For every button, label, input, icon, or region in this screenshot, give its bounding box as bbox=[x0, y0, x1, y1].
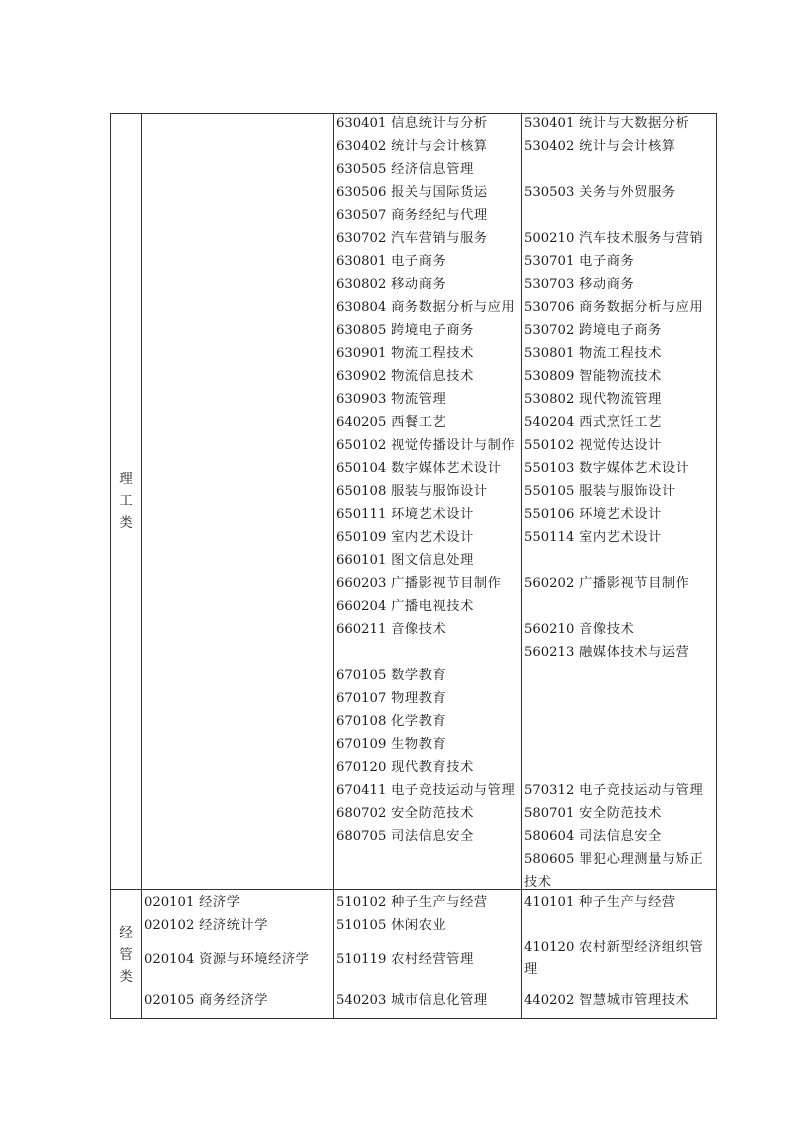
major-name: 安全防范技术 bbox=[579, 806, 662, 821]
econ-row-3-col3 bbox=[336, 948, 474, 971]
major-name: 城市信息化管理 bbox=[391, 993, 488, 1008]
category-char: 理 bbox=[119, 471, 133, 487]
major-name: 视觉传达设计 bbox=[579, 438, 662, 453]
category-label-engineering bbox=[111, 468, 141, 534]
major-name: 广播影视节目制作 bbox=[391, 576, 502, 591]
major-name: 电子竞技运动与管理 bbox=[391, 783, 516, 798]
major-name: 汽车技术服务与营销 bbox=[579, 231, 704, 246]
major-name: 数学教育 bbox=[391, 668, 447, 683]
major-code: 630805 bbox=[336, 323, 387, 338]
major-code: 630507 bbox=[336, 208, 387, 223]
major-entry bbox=[336, 457, 515, 480]
major-name: 现代教育技术 bbox=[391, 760, 474, 775]
major-entry bbox=[524, 618, 703, 641]
econ-row-4-col2 bbox=[144, 989, 268, 1012]
major-entry bbox=[524, 342, 703, 365]
table-left-border bbox=[110, 113, 111, 1019]
major-name: 资源与环境经济学 bbox=[199, 952, 310, 967]
major-name: 智能物流技术 bbox=[579, 369, 662, 384]
major-entry bbox=[524, 319, 703, 342]
major-name: 信息统计与分析 bbox=[391, 116, 488, 131]
major-name: 智慧城市管理技术 bbox=[579, 993, 690, 1008]
major-code: 540203 bbox=[336, 993, 387, 1008]
major-entry bbox=[524, 802, 703, 825]
major-code: 530801 bbox=[524, 346, 575, 361]
major-entry bbox=[336, 204, 515, 227]
category-char: 管 bbox=[119, 947, 133, 963]
major-name: 移动商务 bbox=[391, 277, 447, 292]
major-entry bbox=[524, 112, 703, 135]
major-name: 移动商务 bbox=[579, 277, 635, 292]
major-name: 化学教育 bbox=[391, 714, 447, 729]
major-code: 670105 bbox=[336, 668, 387, 683]
major-entry bbox=[336, 756, 515, 779]
major-name: 视觉传播设计与制作 bbox=[391, 438, 516, 453]
major-name: 关务与外贸服务 bbox=[579, 185, 676, 200]
major-code: 580605 bbox=[524, 852, 575, 867]
major-entry bbox=[336, 365, 515, 388]
category-char: 类 bbox=[119, 969, 133, 985]
major-entry bbox=[524, 733, 703, 756]
major-code: 560202 bbox=[524, 576, 575, 591]
column-divider-3 bbox=[521, 113, 522, 1019]
major-entry bbox=[524, 434, 703, 457]
major-code: 410101 bbox=[524, 895, 575, 910]
table-bottom-border bbox=[110, 1018, 717, 1019]
major-entry bbox=[524, 411, 703, 434]
major-entry bbox=[336, 687, 515, 710]
category-char: 类 bbox=[119, 515, 133, 531]
major-entry bbox=[524, 135, 703, 158]
major-code: 630506 bbox=[336, 185, 387, 200]
major-name: 广播影视节目制作 bbox=[579, 576, 690, 591]
major-code: 660101 bbox=[336, 553, 387, 568]
major-name: 融媒体技术与运营 bbox=[579, 645, 690, 660]
major-name: 广播电视技术 bbox=[391, 599, 474, 614]
major-entry bbox=[336, 434, 515, 457]
major-entry bbox=[524, 595, 703, 618]
major-name: 西餐工艺 bbox=[391, 415, 447, 430]
major-code: 020104 bbox=[144, 952, 195, 967]
major-entry bbox=[336, 733, 515, 756]
major-name: 统计与大数据分析 bbox=[579, 116, 690, 131]
major-name: 物流工程技术 bbox=[579, 346, 662, 361]
major-entry bbox=[336, 572, 515, 595]
major-code: 020105 bbox=[144, 993, 195, 1008]
major-code: 550103 bbox=[524, 461, 575, 476]
major-code: 650111 bbox=[336, 507, 387, 522]
major-name: 电子商务 bbox=[391, 254, 447, 269]
category-char: 经 bbox=[119, 925, 133, 941]
major-code: 630801 bbox=[336, 254, 387, 269]
major-name: 数字媒体艺术设计 bbox=[579, 461, 690, 476]
engineering-higher-vocational-majors bbox=[524, 112, 703, 894]
major-code: 580604 bbox=[524, 829, 575, 844]
major-code: 510105 bbox=[336, 918, 387, 933]
major-name: 司法信息安全 bbox=[579, 829, 662, 844]
major-entry bbox=[336, 319, 515, 342]
major-code: 540204 bbox=[524, 415, 575, 430]
econ-row-1-col4 bbox=[524, 891, 676, 914]
major-name: 数字媒体艺术设计 bbox=[391, 461, 502, 476]
major-name: 图文信息处理 bbox=[391, 553, 474, 568]
major-name: 生物教育 bbox=[391, 737, 447, 752]
major-name: 经济学 bbox=[199, 895, 241, 910]
major-code: 550106 bbox=[524, 507, 575, 522]
major-entry bbox=[336, 411, 515, 434]
major-name: 现代物流管理 bbox=[579, 392, 662, 407]
major-code: 640205 bbox=[336, 415, 387, 430]
major-name: 电子商务 bbox=[579, 254, 635, 269]
major-name: 司法信息安全 bbox=[391, 829, 474, 844]
major-entry bbox=[336, 388, 515, 411]
major-entry bbox=[524, 572, 703, 595]
major-name: 统计与会计核算 bbox=[579, 139, 676, 154]
major-name: 商务数据分析与应用 bbox=[391, 300, 516, 315]
major-entry bbox=[336, 342, 515, 365]
major-name: 罪犯心理测量与矫正 bbox=[579, 852, 704, 867]
major-code: 560210 bbox=[524, 622, 575, 637]
major-name: 安全防范技术 bbox=[391, 806, 474, 821]
category-char: 工 bbox=[119, 493, 133, 509]
major-code: 530701 bbox=[524, 254, 575, 269]
econ-row-2-col4 bbox=[524, 937, 703, 981]
major-code: 660204 bbox=[336, 599, 387, 614]
category-label-economics bbox=[111, 922, 141, 988]
major-code: 440202 bbox=[524, 993, 575, 1008]
major-entry bbox=[336, 503, 515, 526]
major-code: 660211 bbox=[336, 622, 387, 637]
major-entry bbox=[524, 158, 703, 181]
major-name: 统计与会计核算 bbox=[391, 139, 488, 154]
major-name: 农村新型经济组织管 bbox=[579, 940, 704, 955]
major-entry bbox=[524, 227, 703, 250]
major-entry bbox=[336, 618, 515, 641]
major-entry bbox=[336, 549, 515, 572]
major-name: 西式烹饪工艺 bbox=[579, 415, 662, 430]
major-code: 530401 bbox=[524, 116, 575, 131]
major-entry bbox=[336, 181, 515, 204]
major-code: 650109 bbox=[336, 530, 387, 545]
major-name: 物流工程技术 bbox=[391, 346, 474, 361]
major-code: 530809 bbox=[524, 369, 575, 384]
major-code: 630401 bbox=[336, 116, 387, 131]
major-name: 跨境电子商务 bbox=[391, 323, 474, 338]
major-entry bbox=[524, 457, 703, 480]
major-name: 音像技术 bbox=[579, 622, 635, 637]
major-entry bbox=[524, 664, 703, 687]
econ-row-1-col2 bbox=[144, 891, 241, 914]
major-name: 物流信息技术 bbox=[391, 369, 474, 384]
major-code: 670411 bbox=[336, 783, 387, 798]
major-name: 报关与国际货运 bbox=[391, 185, 488, 200]
major-code: 560213 bbox=[524, 645, 575, 660]
major-code: 650104 bbox=[336, 461, 387, 476]
major-code: 530703 bbox=[524, 277, 575, 292]
major-entry bbox=[524, 710, 703, 733]
major-code: 630802 bbox=[336, 277, 387, 292]
major-entry bbox=[336, 710, 515, 733]
major-name: 室内艺术设计 bbox=[391, 530, 474, 545]
major-code: 630804 bbox=[336, 300, 387, 315]
major-entry bbox=[524, 480, 703, 503]
major-code: 630702 bbox=[336, 231, 387, 246]
major-entry bbox=[524, 526, 703, 549]
major-entry bbox=[524, 388, 703, 411]
major-entry bbox=[524, 250, 703, 273]
column-divider-2 bbox=[333, 113, 334, 1019]
major-entry bbox=[336, 296, 515, 319]
major-code: 530402 bbox=[524, 139, 575, 154]
major-name: 音像技术 bbox=[391, 622, 447, 637]
econ-row-4-col3 bbox=[336, 989, 488, 1012]
major-name: 环境艺术设计 bbox=[391, 507, 474, 522]
major-entry bbox=[524, 779, 703, 802]
major-entry bbox=[336, 135, 515, 158]
major-name: 商务数据分析与应用 bbox=[579, 300, 704, 315]
major-code: 650108 bbox=[336, 484, 387, 499]
major-code: 630901 bbox=[336, 346, 387, 361]
major-name-continuation: 理 bbox=[524, 962, 538, 977]
major-entry bbox=[336, 664, 515, 687]
major-code: 510102 bbox=[336, 895, 387, 910]
major-name: 商务经纪与代理 bbox=[391, 208, 488, 223]
major-entry bbox=[336, 158, 515, 181]
major-entry bbox=[524, 296, 703, 319]
major-entry bbox=[524, 181, 703, 204]
major-name: 休闲农业 bbox=[391, 918, 447, 933]
econ-row-2-col3 bbox=[336, 914, 446, 937]
major-code: 550114 bbox=[524, 530, 575, 545]
major-entry bbox=[524, 641, 703, 664]
major-name: 环境艺术设计 bbox=[579, 507, 662, 522]
major-code: 510119 bbox=[336, 952, 387, 967]
major-entry bbox=[336, 595, 515, 618]
major-code: 580701 bbox=[524, 806, 575, 821]
major-name: 经济信息管理 bbox=[391, 162, 474, 177]
major-code: 630505 bbox=[336, 162, 387, 177]
major-code: 550105 bbox=[524, 484, 575, 499]
major-code: 630402 bbox=[336, 139, 387, 154]
major-name: 物流管理 bbox=[391, 392, 447, 407]
major-name: 种子生产与经营 bbox=[579, 895, 676, 910]
major-code: 020101 bbox=[144, 895, 195, 910]
major-code: 530702 bbox=[524, 323, 575, 338]
major-code: 630903 bbox=[336, 392, 387, 407]
major-entry bbox=[524, 756, 703, 779]
major-name: 农村经营管理 bbox=[391, 952, 474, 967]
major-code: 630902 bbox=[336, 369, 387, 384]
major-code: 530802 bbox=[524, 392, 575, 407]
major-entry bbox=[336, 112, 515, 135]
major-code: 660203 bbox=[336, 576, 387, 591]
major-entry bbox=[336, 825, 515, 848]
major-code: 500210 bbox=[524, 231, 575, 246]
major-entry bbox=[524, 825, 703, 848]
major-entry bbox=[336, 250, 515, 273]
major-entry bbox=[524, 273, 703, 296]
engineering-vocational-majors bbox=[336, 112, 515, 848]
major-code: 650102 bbox=[336, 438, 387, 453]
major-code: 680705 bbox=[336, 829, 387, 844]
major-entry bbox=[336, 641, 515, 664]
major-code: 680702 bbox=[336, 806, 387, 821]
major-entry bbox=[336, 227, 515, 250]
major-code: 550102 bbox=[524, 438, 575, 453]
major-code: 670109 bbox=[336, 737, 387, 752]
econ-row-1-col3 bbox=[336, 891, 488, 914]
major-name: 物理教育 bbox=[391, 691, 447, 706]
major-name: 经济统计学 bbox=[199, 918, 269, 933]
major-name: 跨境电子商务 bbox=[579, 323, 662, 338]
major-entry bbox=[524, 204, 703, 227]
major-entry bbox=[524, 503, 703, 526]
major-name: 种子生产与经营 bbox=[391, 895, 488, 910]
major-code: 410120 bbox=[524, 940, 575, 955]
major-entry bbox=[336, 273, 515, 296]
major-code: 670120 bbox=[336, 760, 387, 775]
column-divider-1 bbox=[141, 113, 142, 1019]
major-code: 530503 bbox=[524, 185, 575, 200]
major-code: 670107 bbox=[336, 691, 387, 706]
econ-row-2-col2 bbox=[144, 914, 268, 937]
major-entry bbox=[524, 848, 703, 871]
major-name: 电子竞技运动与管理 bbox=[579, 783, 704, 798]
major-code: 020102 bbox=[144, 918, 195, 933]
major-code: 670108 bbox=[336, 714, 387, 729]
major-entry bbox=[336, 779, 515, 802]
econ-row-4-col4 bbox=[524, 989, 689, 1012]
major-name: 服装与服饰设计 bbox=[391, 484, 488, 499]
table-right-border bbox=[716, 113, 717, 1019]
major-name: 服装与服饰设计 bbox=[579, 484, 676, 499]
major-entry bbox=[524, 687, 703, 710]
major-entry bbox=[524, 549, 703, 572]
major-code: 530706 bbox=[524, 300, 575, 315]
major-name: 商务经济学 bbox=[199, 993, 269, 1008]
major-name: 技术 bbox=[524, 875, 552, 890]
econ-row-3-col2 bbox=[144, 948, 309, 971]
major-code: 570312 bbox=[524, 783, 575, 798]
major-name: 汽车营销与服务 bbox=[391, 231, 488, 246]
major-entry bbox=[524, 365, 703, 388]
major-entry bbox=[336, 802, 515, 825]
major-name: 室内艺术设计 bbox=[579, 530, 662, 545]
major-entry bbox=[336, 526, 515, 549]
major-entry bbox=[336, 480, 515, 503]
